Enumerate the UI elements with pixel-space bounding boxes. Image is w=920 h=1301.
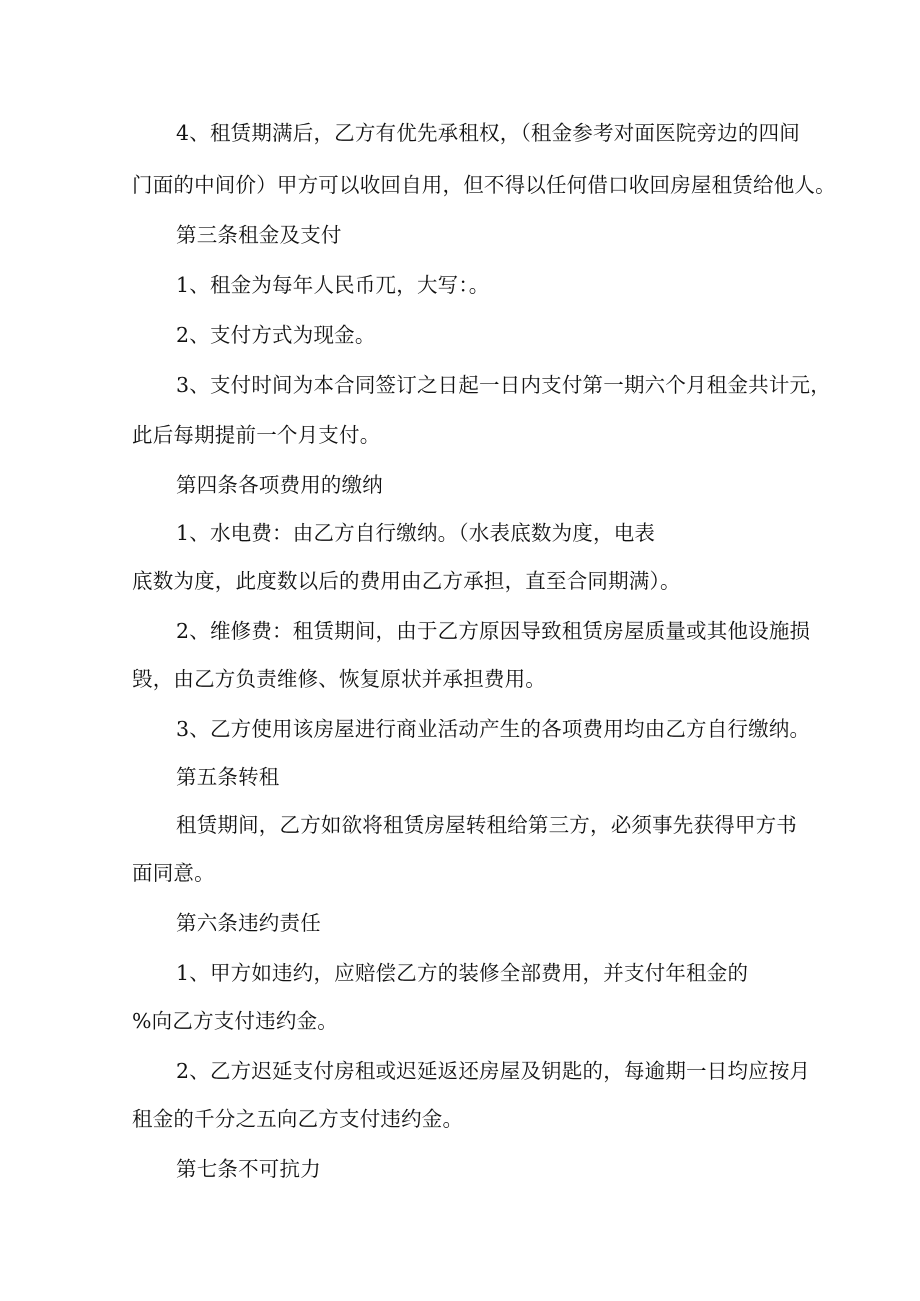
clause-6-item-1-line-2: %向乙方支付违约金。 [132, 1009, 338, 1033]
clause-5-text-line-2: 面同意。 [132, 861, 215, 885]
clause-2-item-4-line-2: 门面的中间价）甲方可以收回自用，但不得以任何借口收回房屋租赁给他人。 [132, 173, 836, 197]
clause-4-item-1-line-2: 底数为度，此度数以后的费用由乙方承担，直至合同期满）。 [132, 569, 681, 593]
clause-5-text-line-1: 租赁期间，乙方如欲将租赁房屋转租给第三方，必须事先获得甲方书 [176, 813, 797, 837]
clause-6-item-1-line-1: 1、甲方如违约，应赔偿乙方的装修全部费用，并支付年租金的 [176, 961, 749, 985]
clause-4-item-1-line-1: 1、水电费：由乙方自行缴纳。（水表底数为度，电表 [176, 521, 656, 545]
clause-6-item-2-line-2: 租金的千分之五向乙方支付违约金。 [132, 1107, 464, 1131]
section-heading-force-majeure: 第七条不可抗力 [176, 1157, 321, 1181]
section-heading-rent-payment: 第三条租金及支付 [176, 223, 342, 247]
clause-3-item-1: 1、租金为每年人民币兀，大写：。 [176, 273, 490, 297]
clause-4-item-3: 3、乙方使用该房屋进行商业活动产生的各项费用均由乙方自行缴纳。 [176, 717, 811, 741]
clause-6-item-2-line-1: 2、乙方迟延支付房租或迟延返还房屋及钥匙的，每逾期一日均应按月 [176, 1059, 811, 1083]
clause-3-item-3-line-1: 3、支付时间为本合同签订之日起一日内支付第一期六个月租金共计元， [176, 373, 831, 397]
clause-3-item-2: 2、支付方式为现金。 [176, 323, 376, 347]
section-heading-sublease: 第五条转租 [176, 765, 280, 789]
clause-2-item-4-line-1: 4、租赁期满后，乙方有优先承租权，（租金参考对面医院旁边的四间 [176, 121, 800, 145]
clause-3-item-3-line-2: 此后每期提前一个月支付。 [132, 423, 381, 447]
clause-4-item-2-line-1: 2、维修费：租赁期间，由于乙方原因导致租赁房屋质量或其他设施损 [176, 619, 811, 643]
section-heading-breach: 第六条违约责任 [176, 911, 321, 935]
section-heading-fees: 第四条各项费用的缴纳 [176, 473, 383, 497]
clause-4-item-2-line-2: 毁，由乙方负责维修、恢复原状并承担费用。 [132, 667, 546, 691]
